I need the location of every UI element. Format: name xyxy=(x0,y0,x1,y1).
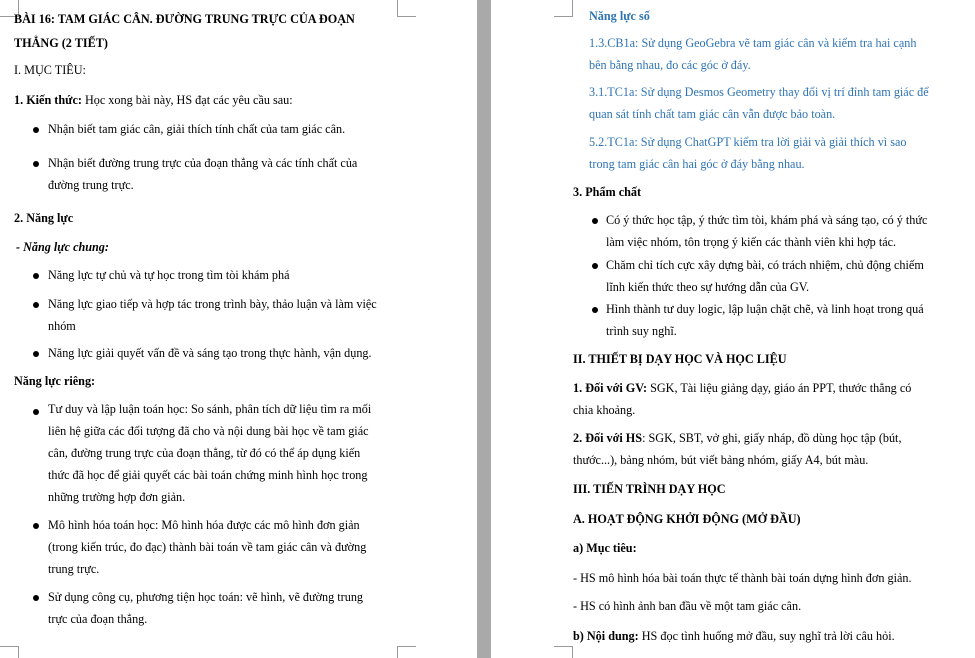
bullet-dot xyxy=(33,127,39,133)
specific-bullet-2-line-2: (trong kiến trúc, đo đạc) thành bài toán về tam giác cân và đường xyxy=(48,540,367,554)
bullet-dot xyxy=(592,307,598,313)
digital-item-2-line-2: quan sát tính chất tam giác cân vẫn được bảo toàn. xyxy=(589,107,836,121)
specific-bullet-1-line-3: cân, đường trung trực của đoạn thẳng, từ đó có thể áp dụng kiến xyxy=(48,446,361,460)
general-bullet-2-line-2: nhóm xyxy=(48,319,76,333)
specific-bullet-3-line-1: Sử dụng công cụ, phương tiện học toán: vẽ hình, vẽ đường trung xyxy=(48,590,364,604)
bullet-dot xyxy=(592,263,598,269)
digital-item-2-line-1: 3.1.TC1a: Sử dụng Desmos Geometry thay đổi vị trí đỉnh tam giác để xyxy=(589,85,929,99)
lesson-title-line-2: THẲNG (2 TIẾT) xyxy=(14,36,108,50)
specific-bullet-2-line-1: Mô hình hóa toán học: Mô hình hóa được các mô hình đơn giản xyxy=(48,518,360,532)
specific-bullet-1-line-2: liên hệ giữa các đối tượng đã cho và nội dung bài học về tam giác xyxy=(48,424,369,438)
specific-competence-heading: Năng lực riêng: xyxy=(14,374,96,388)
student-materials-line-2: thước...), bảng nhóm, bút viết bảng nhóm, giấy A4, bút màu. xyxy=(573,453,869,467)
bullet-dot xyxy=(33,161,39,167)
activity-a-heading: A. HOẠT ĐỘNG KHỞI ĐỘNG (MỞ ĐẦU) xyxy=(573,512,801,526)
bullet-dot xyxy=(33,409,39,415)
quality-bullet-1-line-1: Có ý thức học tập, ý thức tìm tòi, khám phá và sáng tạo, có ý thức xyxy=(606,213,928,227)
bullet-dot xyxy=(33,302,39,308)
teacher-materials-line-2: chia khoảng. xyxy=(573,403,636,417)
content-paragraph xyxy=(573,628,895,644)
knowledge-bullet-2-line-2: đường trung trực. xyxy=(48,178,134,192)
quality-bullet-3-line-2: trình suy nghĩ. xyxy=(606,324,677,338)
specific-bullet-1-line-4: thức đã học để giải quyết các bài toán chứng minh hình học trong xyxy=(48,468,368,482)
section-heading-process: III. TIẾN TRÌNH DẠY HỌC xyxy=(573,482,726,496)
content-text: HS đọc tình huống mở đầu, suy nghĩ trả lời câu hỏi. xyxy=(638,629,895,643)
student-label: 2. Đối với HS xyxy=(573,431,643,445)
right-page xyxy=(491,0,975,658)
crop-mark-top-left xyxy=(554,0,573,17)
knowledge-text: Học xong bài này, HS đạt các yêu cầu sau: xyxy=(81,93,293,107)
general-competence-heading: - Năng lực chung: xyxy=(16,240,109,254)
student-text: : SGK, SBT, vở ghi, giấy nháp, đồ dùng học tập (bút, xyxy=(642,431,902,445)
crop-mark-bottom-left xyxy=(554,646,573,658)
bullet-dot xyxy=(33,273,39,279)
quality-heading: 3. Phẩm chất xyxy=(573,185,642,199)
student-materials-line-1 xyxy=(573,430,902,446)
section-heading-equipment: II. THIẾT BỊ DẠY HỌC VÀ HỌC LIỆU xyxy=(573,352,787,366)
teacher-text: SGK, Tài liệu giảng dạy, giáo án PPT, thước thẳng có xyxy=(647,381,912,395)
digital-item-1-line-2: bên bằng nhau, đo các góc ở đáy. xyxy=(589,58,751,72)
quality-bullet-1-line-2: làm việc nhóm, tôn trọng ý kiến các thành viên khi hợp tác. xyxy=(606,235,897,249)
bullet-dot xyxy=(33,523,39,529)
digital-item-3-line-1: 5.2.TC1a: Sử dụng ChatGPT kiểm tra lời giải và giải thích vì sao xyxy=(589,135,907,149)
goal-heading: a) Mục tiêu: xyxy=(573,541,637,555)
digital-item-1-line-1: 1.3.CB1a: Sử dụng GeoGebra vẽ tam giác cân và kiểm tra hai cạnh xyxy=(589,36,917,50)
quality-bullet-2-line-2: lĩnh kiến thức theo sự hướng dẫn của GV. xyxy=(606,280,810,294)
left-page xyxy=(0,0,477,658)
general-bullet-1: Năng lực tự chủ và tự học trong tìm tòi khám phá xyxy=(48,268,290,282)
knowledge-bullet-1: Nhận biết tam giác cân, giải thích tính chất của tam giác cân. xyxy=(48,122,346,136)
competence-heading: 2. Năng lực xyxy=(14,211,74,225)
specific-bullet-1-line-1: Tư duy và lập luận toán học: So sánh, phân tích dữ liệu tìm ra mối xyxy=(48,402,372,416)
goal-item-2: - HS có hình ảnh ban đầu về một tam giác cân. xyxy=(573,599,802,613)
crop-mark-bottom-right xyxy=(397,646,416,658)
specific-bullet-2-line-3: trung trực. xyxy=(48,562,100,576)
knowledge-bullet-2-line-1: Nhận biết đường trung trực của đoạn thẳng và các tính chất của xyxy=(48,156,358,170)
crop-mark-top-right xyxy=(397,0,416,17)
general-bullet-2-line-1: Năng lực giao tiếp và hợp tác trong trình bày, thảo luận và làm việc xyxy=(48,297,377,311)
teacher-materials-line-1 xyxy=(573,380,911,396)
crop-mark-bottom-left xyxy=(0,646,19,658)
lesson-title-line-1: BÀI 16: TAM GIÁC CÂN. ĐƯỜNG TRUNG TRỰC CỦA ĐOẠN xyxy=(14,12,355,26)
bullet-dot xyxy=(33,595,39,601)
specific-bullet-3-line-2: trực của đoạn thẳng. xyxy=(48,612,148,626)
digital-item-3-line-2: trong tam giác cân hai góc ở đáy bằng nhau. xyxy=(589,157,805,171)
bullet-dot xyxy=(33,351,39,357)
bullet-dot xyxy=(592,218,598,224)
specific-bullet-1-line-5: những trường hợp đơn giản. xyxy=(48,490,186,504)
content-label: b) Nội dung: xyxy=(573,629,639,643)
general-bullet-3: Năng lực giải quyết vấn đề và sáng tạo trong thực hành, vận dụng. xyxy=(48,346,372,360)
digital-competence-heading: Năng lực số xyxy=(589,9,650,23)
quality-bullet-2-line-1: Chăm chỉ tích cực xây dựng bài, có trách nhiệm, chủ động chiếm xyxy=(606,258,924,272)
quality-bullet-3-line-1: Hình thành tư duy logic, lập luận chặt chẽ, và linh hoạt trong quá xyxy=(606,302,924,316)
teacher-label: 1. Đối với GV: xyxy=(573,381,648,395)
knowledge-label: 1. Kiến thức: xyxy=(14,93,82,107)
section-heading-objectives: I. MỤC TIÊU: xyxy=(14,63,86,77)
knowledge-paragraph xyxy=(14,92,293,108)
goal-item-1: - HS mô hình hóa bài toán thực tế thành bài toán dựng hình đơn giản. xyxy=(573,571,912,585)
